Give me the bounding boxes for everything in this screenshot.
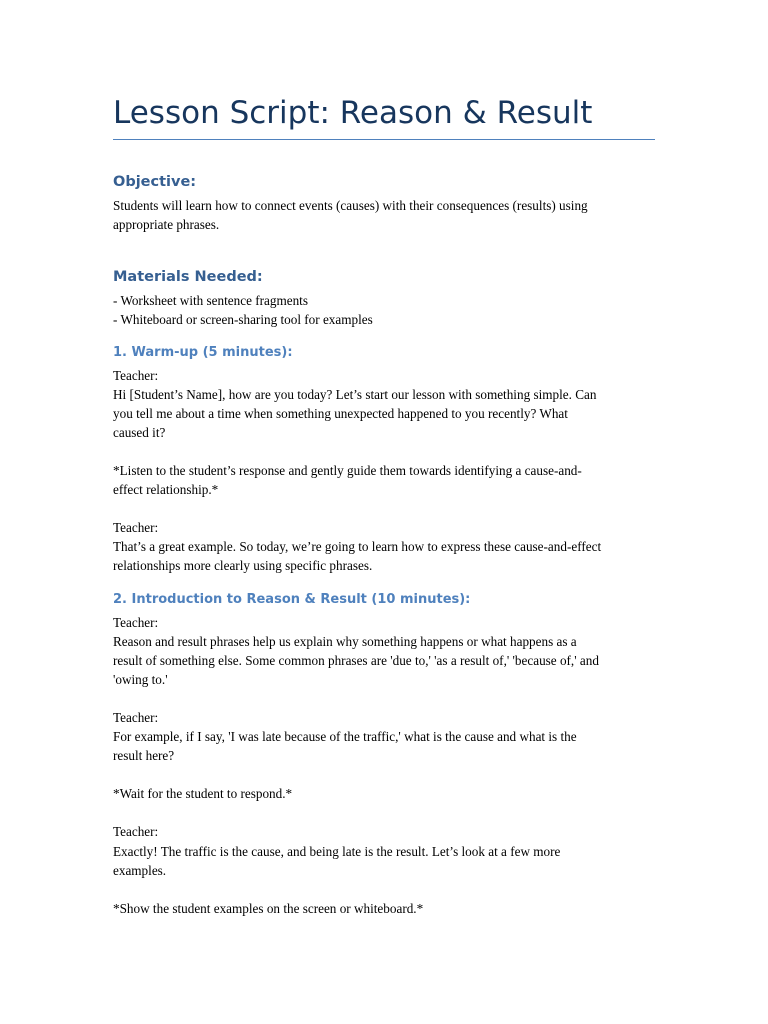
speaker-label: Teacher: (113, 710, 159, 725)
warmup-heading: 1. Warm-up (5 minutes): (113, 345, 293, 360)
introduction-line: Reason and result phrases help us explain why something happens or what happens as a (113, 634, 577, 649)
introduction-line: result of something else. Some common phrases are 'due to,' 'as a result of,' 'because of,' and (113, 653, 599, 668)
warmup-line: That’s a great example. So today, we’re going to learn how to express these cause-and-effect (113, 539, 602, 554)
materials-heading: Materials Needed: (113, 269, 263, 285)
warmup-line: Hi [Student’s Name], how are you today? Let’s start our lesson with something simple. Can (113, 387, 597, 402)
introduction-line: For example, if I say, 'I was late because of the traffic,' what is the cause and what is the (113, 729, 577, 744)
document-title: Lesson Script: Reason & Result (113, 95, 593, 131)
introduction-line: examples. (113, 863, 167, 878)
stage-direction: *Show the student examples on the screen or whiteboard.* (113, 901, 424, 916)
stage-direction: effect relationship.* (113, 482, 219, 497)
objective-line: Students will learn how to connect events (causes) with their consequences (results) using (113, 198, 588, 213)
objective-line: appropriate phrases. (113, 217, 220, 232)
introduction-heading: 2. Introduction to Reason & Result (10 minutes): (113, 592, 471, 607)
title-underline (113, 139, 655, 140)
materials-item: - Whiteboard or screen-sharing tool for examples (113, 312, 373, 327)
speaker-label: Teacher: (113, 824, 159, 839)
introduction-line: 'owing to.' (113, 672, 168, 687)
objective-heading: Objective: (113, 174, 197, 190)
introduction-line: result here? (113, 748, 175, 763)
stage-direction: *Listen to the student’s response and gently guide them towards identifying a cause-and- (113, 463, 582, 478)
speaker-label: Teacher: (113, 615, 159, 630)
introduction-line: Exactly! The traffic is the cause, and being late is the result. Let’s look at a few more (113, 844, 561, 859)
warmup-line: caused it? (113, 425, 166, 440)
warmup-line: you tell me about a time when something unexpected happened to you recently? What (113, 406, 568, 421)
speaker-label: Teacher: (113, 520, 159, 535)
speaker-label: Teacher: (113, 368, 159, 383)
stage-direction: *Wait for the student to respond.* (113, 786, 293, 801)
warmup-line: relationships more clearly using specific phrases. (113, 558, 373, 573)
materials-item: - Worksheet with sentence fragments (113, 293, 308, 308)
